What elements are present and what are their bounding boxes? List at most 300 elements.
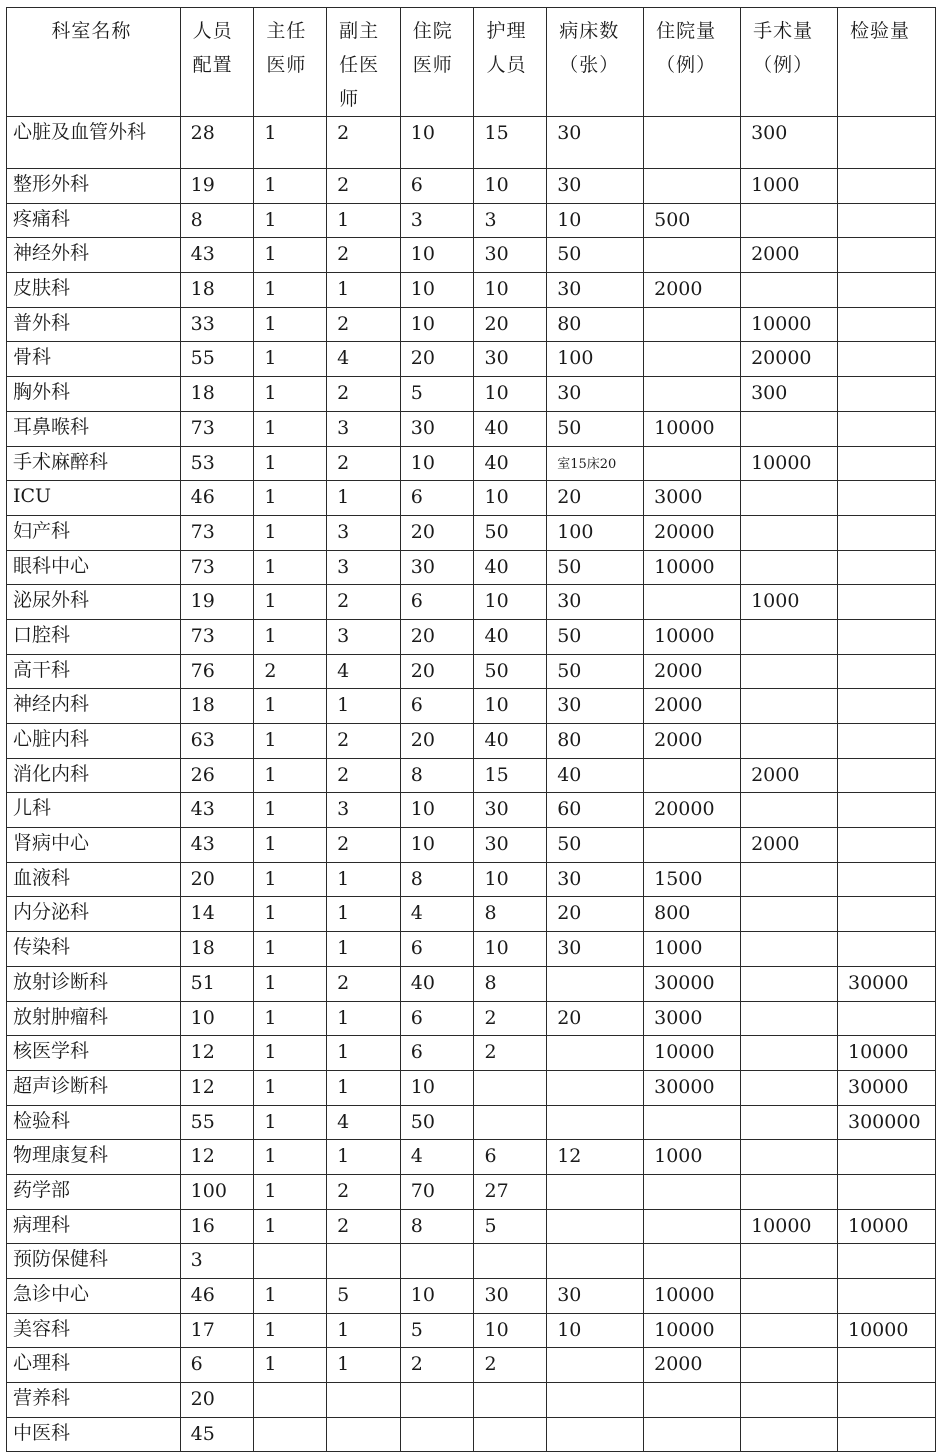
cell-chief-physician bbox=[254, 1417, 327, 1452]
cell-department-name: 内分泌科 bbox=[7, 897, 181, 932]
header-department-name: 科室名称 bbox=[7, 8, 181, 117]
cell-chief-physician: 1 bbox=[254, 1279, 327, 1314]
cell-test-volume bbox=[838, 377, 936, 412]
cell-inpatient-volume bbox=[644, 828, 741, 863]
cell-staff-allocation: 53 bbox=[180, 446, 254, 481]
cell-inpatient-volume bbox=[644, 342, 741, 377]
table-row bbox=[7, 169, 936, 204]
cell-chief-physician: 1 bbox=[254, 377, 327, 412]
cell-nursing-staff: 30 bbox=[474, 1279, 547, 1314]
cell-test-volume: 10000 bbox=[838, 1313, 936, 1348]
cell-inpatient-volume bbox=[644, 117, 741, 169]
table-row bbox=[7, 550, 936, 585]
cell-department-name: 营养科 bbox=[7, 1383, 181, 1418]
cell-chief-physician: 1 bbox=[254, 619, 327, 654]
cell-chief-physician: 1 bbox=[254, 1036, 327, 1071]
cell-resident-physician: 5 bbox=[400, 1313, 474, 1348]
cell-staff-allocation: 19 bbox=[180, 585, 254, 620]
cell-inpatient-volume bbox=[644, 1105, 741, 1140]
cell-associate-chief-physician: 2 bbox=[327, 446, 401, 481]
cell-department-name: 传染科 bbox=[7, 932, 181, 967]
header-surgery-volume: 手术量（例） bbox=[741, 8, 838, 117]
cell-associate-chief-physician: 2 bbox=[327, 758, 401, 793]
cell-staff-allocation: 18 bbox=[180, 689, 254, 724]
cell-resident-physician: 20 bbox=[400, 342, 474, 377]
cell-inpatient-volume: 10000 bbox=[644, 411, 741, 446]
cell-test-volume bbox=[838, 828, 936, 863]
cell-resident-physician: 10 bbox=[400, 828, 474, 863]
cell-chief-physician: 1 bbox=[254, 1348, 327, 1383]
department-staffing-table bbox=[6, 7, 936, 1452]
cell-associate-chief-physician bbox=[327, 1244, 401, 1279]
cell-bed-count: 30 bbox=[547, 169, 644, 204]
cell-chief-physician: 1 bbox=[254, 585, 327, 620]
cell-nursing-staff: 10 bbox=[474, 377, 547, 412]
cell-staff-allocation: 16 bbox=[180, 1209, 254, 1244]
cell-test-volume bbox=[838, 515, 936, 550]
table-row bbox=[7, 585, 936, 620]
cell-surgery-volume bbox=[741, 550, 838, 585]
cell-surgery-volume bbox=[741, 793, 838, 828]
table-row bbox=[7, 862, 936, 897]
cell-nursing-staff: 30 bbox=[474, 238, 547, 273]
cell-surgery-volume bbox=[741, 966, 838, 1001]
cell-department-name: 美容科 bbox=[7, 1313, 181, 1348]
cell-associate-chief-physician: 4 bbox=[327, 342, 401, 377]
cell-bed-count bbox=[547, 1417, 644, 1452]
table-row bbox=[7, 1001, 936, 1036]
cell-associate-chief-physician: 2 bbox=[327, 1174, 401, 1209]
cell-nursing-staff: 8 bbox=[474, 897, 547, 932]
cell-test-volume bbox=[838, 1244, 936, 1279]
cell-chief-physician: 1 bbox=[254, 273, 327, 308]
cell-department-name: 药学部 bbox=[7, 1174, 181, 1209]
cell-inpatient-volume: 2000 bbox=[644, 654, 741, 689]
cell-inpatient-volume: 2000 bbox=[644, 1348, 741, 1383]
cell-associate-chief-physician: 1 bbox=[327, 1001, 401, 1036]
cell-resident-physician: 8 bbox=[400, 1209, 474, 1244]
cell-chief-physician: 1 bbox=[254, 550, 327, 585]
cell-surgery-volume bbox=[741, 897, 838, 932]
cell-staff-allocation: 18 bbox=[180, 273, 254, 308]
table-row bbox=[7, 1140, 936, 1175]
cell-inpatient-volume: 10000 bbox=[644, 1036, 741, 1071]
cell-bed-count bbox=[547, 1383, 644, 1418]
cell-chief-physician: 1 bbox=[254, 1070, 327, 1105]
cell-staff-allocation: 45 bbox=[180, 1417, 254, 1452]
cell-inpatient-volume: 20000 bbox=[644, 793, 741, 828]
cell-bed-count: 30 bbox=[547, 1279, 644, 1314]
cell-chief-physician bbox=[254, 1244, 327, 1279]
cell-surgery-volume bbox=[741, 1313, 838, 1348]
table-row bbox=[7, 828, 936, 863]
table-row bbox=[7, 1313, 936, 1348]
cell-bed-count: 50 bbox=[547, 238, 644, 273]
cell-bed-count: 20 bbox=[547, 897, 644, 932]
cell-test-volume: 10000 bbox=[838, 1209, 936, 1244]
cell-chief-physician: 1 bbox=[254, 897, 327, 932]
cell-inpatient-volume: 3000 bbox=[644, 481, 741, 516]
cell-nursing-staff: 40 bbox=[474, 411, 547, 446]
cell-staff-allocation: 19 bbox=[180, 169, 254, 204]
cell-surgery-volume: 1000 bbox=[741, 169, 838, 204]
cell-associate-chief-physician: 1 bbox=[327, 689, 401, 724]
cell-department-name: 消化内科 bbox=[7, 758, 181, 793]
table-row bbox=[7, 966, 936, 1001]
cell-chief-physician: 1 bbox=[254, 862, 327, 897]
cell-associate-chief-physician: 2 bbox=[327, 724, 401, 759]
cell-test-volume bbox=[838, 1174, 936, 1209]
cell-inpatient-volume: 30000 bbox=[644, 966, 741, 1001]
cell-associate-chief-physician: 2 bbox=[327, 1209, 401, 1244]
cell-resident-physician: 6 bbox=[400, 481, 474, 516]
cell-department-name: ICU bbox=[7, 481, 181, 516]
table-row bbox=[7, 689, 936, 724]
cell-staff-allocation: 73 bbox=[180, 515, 254, 550]
cell-resident-physician: 10 bbox=[400, 793, 474, 828]
table-row bbox=[7, 411, 936, 446]
cell-staff-allocation: 28 bbox=[180, 117, 254, 169]
cell-resident-physician: 6 bbox=[400, 1001, 474, 1036]
cell-inpatient-volume bbox=[644, 377, 741, 412]
cell-inpatient-volume: 20000 bbox=[644, 515, 741, 550]
cell-resident-physician: 2 bbox=[400, 1348, 474, 1383]
cell-test-volume bbox=[838, 342, 936, 377]
cell-bed-count: 室15床20 bbox=[547, 446, 644, 481]
cell-nursing-staff: 10 bbox=[474, 862, 547, 897]
cell-resident-physician: 10 bbox=[400, 117, 474, 169]
cell-associate-chief-physician: 1 bbox=[327, 203, 401, 238]
cell-resident-physician: 10 bbox=[400, 446, 474, 481]
cell-staff-allocation: 18 bbox=[180, 932, 254, 967]
cell-test-volume bbox=[838, 307, 936, 342]
cell-resident-physician: 20 bbox=[400, 654, 474, 689]
cell-associate-chief-physician: 2 bbox=[327, 966, 401, 1001]
cell-staff-allocation: 12 bbox=[180, 1070, 254, 1105]
cell-bed-count: 100 bbox=[547, 342, 644, 377]
cell-staff-allocation: 8 bbox=[180, 203, 254, 238]
table-row bbox=[7, 897, 936, 932]
cell-associate-chief-physician: 5 bbox=[327, 1279, 401, 1314]
cell-department-name: 心脏内科 bbox=[7, 724, 181, 759]
cell-nursing-staff: 50 bbox=[474, 654, 547, 689]
cell-associate-chief-physician: 2 bbox=[327, 828, 401, 863]
cell-test-volume bbox=[838, 117, 936, 169]
cell-test-volume bbox=[838, 1417, 936, 1452]
cell-resident-physician: 5 bbox=[400, 377, 474, 412]
cell-department-name: 高干科 bbox=[7, 654, 181, 689]
cell-resident-physician: 10 bbox=[400, 307, 474, 342]
cell-staff-allocation: 55 bbox=[180, 1105, 254, 1140]
cell-inpatient-volume: 500 bbox=[644, 203, 741, 238]
cell-test-volume bbox=[838, 273, 936, 308]
cell-resident-physician: 10 bbox=[400, 238, 474, 273]
cell-surgery-volume bbox=[741, 411, 838, 446]
cell-associate-chief-physician: 3 bbox=[327, 550, 401, 585]
cell-associate-chief-physician: 1 bbox=[327, 932, 401, 967]
header-staff-allocation: 人员配置 bbox=[180, 8, 254, 117]
cell-resident-physician: 3 bbox=[400, 203, 474, 238]
cell-resident-physician: 6 bbox=[400, 585, 474, 620]
cell-nursing-staff: 8 bbox=[474, 966, 547, 1001]
table-row bbox=[7, 377, 936, 412]
table-row bbox=[7, 758, 936, 793]
cell-nursing-staff: 20 bbox=[474, 307, 547, 342]
table-row bbox=[7, 342, 936, 377]
cell-nursing-staff: 40 bbox=[474, 619, 547, 654]
cell-surgery-volume bbox=[741, 1070, 838, 1105]
cell-test-volume bbox=[838, 862, 936, 897]
table-row bbox=[7, 619, 936, 654]
cell-department-name: 胸外科 bbox=[7, 377, 181, 412]
cell-associate-chief-physician: 3 bbox=[327, 515, 401, 550]
cell-associate-chief-physician: 4 bbox=[327, 654, 401, 689]
cell-chief-physician bbox=[254, 1383, 327, 1418]
header-inpatient-volume: 住院量（例） bbox=[644, 8, 741, 117]
cell-resident-physician: 50 bbox=[400, 1105, 474, 1140]
cell-chief-physician: 1 bbox=[254, 117, 327, 169]
cell-surgery-volume: 10000 bbox=[741, 1209, 838, 1244]
cell-nursing-staff: 30 bbox=[474, 828, 547, 863]
cell-test-volume bbox=[838, 654, 936, 689]
cell-surgery-volume bbox=[741, 1417, 838, 1452]
cell-department-name: 心理科 bbox=[7, 1348, 181, 1383]
cell-inpatient-volume: 800 bbox=[644, 897, 741, 932]
table-row bbox=[7, 1417, 936, 1452]
cell-nursing-staff: 2 bbox=[474, 1036, 547, 1071]
cell-surgery-volume: 10000 bbox=[741, 446, 838, 481]
cell-bed-count bbox=[547, 1244, 644, 1279]
cell-test-volume bbox=[838, 1001, 936, 1036]
cell-associate-chief-physician: 3 bbox=[327, 793, 401, 828]
cell-resident-physician: 6 bbox=[400, 1036, 474, 1071]
cell-inpatient-volume bbox=[644, 1417, 741, 1452]
cell-chief-physician: 1 bbox=[254, 932, 327, 967]
header-bed-count: 病床数（张） bbox=[547, 8, 644, 117]
cell-chief-physician: 1 bbox=[254, 1105, 327, 1140]
cell-test-volume bbox=[838, 724, 936, 759]
cell-inpatient-volume: 1000 bbox=[644, 1140, 741, 1175]
table-row bbox=[7, 238, 936, 273]
cell-associate-chief-physician: 1 bbox=[327, 481, 401, 516]
cell-test-volume bbox=[838, 1383, 936, 1418]
cell-associate-chief-physician: 2 bbox=[327, 307, 401, 342]
cell-bed-count: 12 bbox=[547, 1140, 644, 1175]
header-chief-physician: 主任医师 bbox=[254, 8, 327, 117]
cell-inpatient-volume: 2000 bbox=[644, 724, 741, 759]
cell-nursing-staff bbox=[474, 1070, 547, 1105]
cell-staff-allocation: 17 bbox=[180, 1313, 254, 1348]
cell-department-name: 儿科 bbox=[7, 793, 181, 828]
cell-nursing-staff: 15 bbox=[474, 758, 547, 793]
cell-nursing-staff: 40 bbox=[474, 446, 547, 481]
cell-associate-chief-physician: 1 bbox=[327, 1036, 401, 1071]
header-test-volume: 检验量 bbox=[838, 8, 936, 117]
cell-staff-allocation: 10 bbox=[180, 1001, 254, 1036]
cell-bed-count: 50 bbox=[547, 654, 644, 689]
cell-inpatient-volume: 10000 bbox=[644, 619, 741, 654]
cell-bed-count: 20 bbox=[547, 481, 644, 516]
cell-test-volume bbox=[838, 481, 936, 516]
cell-staff-allocation: 20 bbox=[180, 862, 254, 897]
cell-staff-allocation: 73 bbox=[180, 411, 254, 446]
cell-inpatient-volume bbox=[644, 446, 741, 481]
cell-bed-count: 50 bbox=[547, 411, 644, 446]
cell-surgery-volume: 10000 bbox=[741, 307, 838, 342]
table-row bbox=[7, 793, 936, 828]
cell-bed-count: 30 bbox=[547, 862, 644, 897]
cell-staff-allocation: 3 bbox=[180, 1244, 254, 1279]
cell-surgery-volume bbox=[741, 862, 838, 897]
cell-surgery-volume bbox=[741, 1244, 838, 1279]
cell-nursing-staff bbox=[474, 1417, 547, 1452]
cell-surgery-volume: 300 bbox=[741, 117, 838, 169]
table-row bbox=[7, 1174, 936, 1209]
cell-staff-allocation: 76 bbox=[180, 654, 254, 689]
cell-test-volume bbox=[838, 689, 936, 724]
cell-department-name: 急诊中心 bbox=[7, 1279, 181, 1314]
table-row bbox=[7, 307, 936, 342]
table-row bbox=[7, 1244, 936, 1279]
cell-nursing-staff: 50 bbox=[474, 515, 547, 550]
cell-bed-count: 30 bbox=[547, 377, 644, 412]
cell-bed-count: 50 bbox=[547, 619, 644, 654]
cell-bed-count bbox=[547, 1209, 644, 1244]
cell-staff-allocation: 6 bbox=[180, 1348, 254, 1383]
header-associate-chief-physician: 副主任医师 bbox=[327, 8, 401, 117]
cell-surgery-volume: 1000 bbox=[741, 585, 838, 620]
cell-department-name: 神经外科 bbox=[7, 238, 181, 273]
cell-bed-count: 10 bbox=[547, 1313, 644, 1348]
cell-resident-physician: 20 bbox=[400, 619, 474, 654]
cell-department-name: 放射诊断科 bbox=[7, 966, 181, 1001]
cell-bed-count: 30 bbox=[547, 585, 644, 620]
cell-surgery-volume bbox=[741, 1001, 838, 1036]
cell-department-name: 皮肤科 bbox=[7, 273, 181, 308]
cell-staff-allocation: 26 bbox=[180, 758, 254, 793]
cell-inpatient-volume bbox=[644, 1174, 741, 1209]
cell-staff-allocation: 51 bbox=[180, 966, 254, 1001]
cell-inpatient-volume bbox=[644, 1244, 741, 1279]
cell-resident-physician: 6 bbox=[400, 169, 474, 204]
cell-department-name: 核医学科 bbox=[7, 1036, 181, 1071]
cell-resident-physician bbox=[400, 1244, 474, 1279]
cell-test-volume: 30000 bbox=[838, 966, 936, 1001]
cell-test-volume: 10000 bbox=[838, 1036, 936, 1071]
cell-staff-allocation: 43 bbox=[180, 793, 254, 828]
cell-test-volume bbox=[838, 758, 936, 793]
cell-surgery-volume: 2000 bbox=[741, 758, 838, 793]
cell-department-name: 中医科 bbox=[7, 1417, 181, 1452]
cell-staff-allocation: 100 bbox=[180, 1174, 254, 1209]
cell-resident-physician: 6 bbox=[400, 932, 474, 967]
table-row bbox=[7, 203, 936, 238]
cell-staff-allocation: 46 bbox=[180, 1279, 254, 1314]
cell-department-name: 血液科 bbox=[7, 862, 181, 897]
table-row bbox=[7, 1383, 936, 1418]
cell-inpatient-volume: 10000 bbox=[644, 1279, 741, 1314]
header-resident-physician: 住院医师 bbox=[400, 8, 474, 117]
cell-bed-count bbox=[547, 1036, 644, 1071]
cell-bed-count bbox=[547, 966, 644, 1001]
cell-nursing-staff: 5 bbox=[474, 1209, 547, 1244]
cell-bed-count bbox=[547, 1348, 644, 1383]
cell-test-volume bbox=[838, 203, 936, 238]
cell-test-volume bbox=[838, 793, 936, 828]
cell-bed-count: 30 bbox=[547, 117, 644, 169]
header-row bbox=[7, 8, 936, 117]
table-header bbox=[7, 8, 936, 117]
cell-bed-count: 50 bbox=[547, 828, 644, 863]
cell-staff-allocation: 46 bbox=[180, 481, 254, 516]
cell-associate-chief-physician: 1 bbox=[327, 1070, 401, 1105]
cell-bed-count bbox=[547, 1070, 644, 1105]
cell-surgery-volume bbox=[741, 932, 838, 967]
cell-inpatient-volume: 10000 bbox=[644, 550, 741, 585]
header-nursing-staff: 护理人员 bbox=[474, 8, 547, 117]
cell-inpatient-volume: 1500 bbox=[644, 862, 741, 897]
cell-chief-physician: 1 bbox=[254, 446, 327, 481]
cell-chief-physician: 1 bbox=[254, 689, 327, 724]
cell-bed-count bbox=[547, 1174, 644, 1209]
table-row bbox=[7, 446, 936, 481]
cell-surgery-volume bbox=[741, 515, 838, 550]
cell-nursing-staff: 15 bbox=[474, 117, 547, 169]
cell-test-volume bbox=[838, 1140, 936, 1175]
cell-inpatient-volume bbox=[644, 758, 741, 793]
cell-resident-physician: 10 bbox=[400, 1070, 474, 1105]
cell-associate-chief-physician: 1 bbox=[327, 862, 401, 897]
cell-surgery-volume bbox=[741, 1279, 838, 1314]
cell-bed-count: 20 bbox=[547, 1001, 644, 1036]
cell-resident-physician: 10 bbox=[400, 273, 474, 308]
cell-associate-chief-physician: 3 bbox=[327, 619, 401, 654]
cell-bed-count: 30 bbox=[547, 273, 644, 308]
cell-staff-allocation: 18 bbox=[180, 377, 254, 412]
cell-nursing-staff: 40 bbox=[474, 724, 547, 759]
cell-surgery-volume bbox=[741, 481, 838, 516]
cell-chief-physician: 1 bbox=[254, 793, 327, 828]
cell-chief-physician: 1 bbox=[254, 1174, 327, 1209]
cell-staff-allocation: 73 bbox=[180, 550, 254, 585]
cell-nursing-staff: 10 bbox=[474, 1313, 547, 1348]
cell-bed-count: 60 bbox=[547, 793, 644, 828]
cell-inpatient-volume bbox=[644, 1209, 741, 1244]
table-row bbox=[7, 654, 936, 689]
table-row bbox=[7, 117, 936, 169]
cell-resident-physician: 4 bbox=[400, 897, 474, 932]
cell-nursing-staff: 10 bbox=[474, 585, 547, 620]
cell-associate-chief-physician: 2 bbox=[327, 377, 401, 412]
cell-department-name: 口腔科 bbox=[7, 619, 181, 654]
cell-bed-count bbox=[547, 1105, 644, 1140]
cell-surgery-volume bbox=[741, 1036, 838, 1071]
cell-staff-allocation: 43 bbox=[180, 238, 254, 273]
cell-department-name: 检验科 bbox=[7, 1105, 181, 1140]
cell-chief-physician: 1 bbox=[254, 169, 327, 204]
cell-associate-chief-physician: 2 bbox=[327, 585, 401, 620]
cell-surgery-volume: 2000 bbox=[741, 238, 838, 273]
cell-chief-physician: 1 bbox=[254, 1001, 327, 1036]
cell-department-name: 骨科 bbox=[7, 342, 181, 377]
cell-test-volume bbox=[838, 550, 936, 585]
cell-staff-allocation: 33 bbox=[180, 307, 254, 342]
cell-associate-chief-physician bbox=[327, 1383, 401, 1418]
cell-department-name: 超声诊断科 bbox=[7, 1070, 181, 1105]
cell-surgery-volume bbox=[741, 273, 838, 308]
table-row bbox=[7, 1209, 936, 1244]
table-row bbox=[7, 932, 936, 967]
